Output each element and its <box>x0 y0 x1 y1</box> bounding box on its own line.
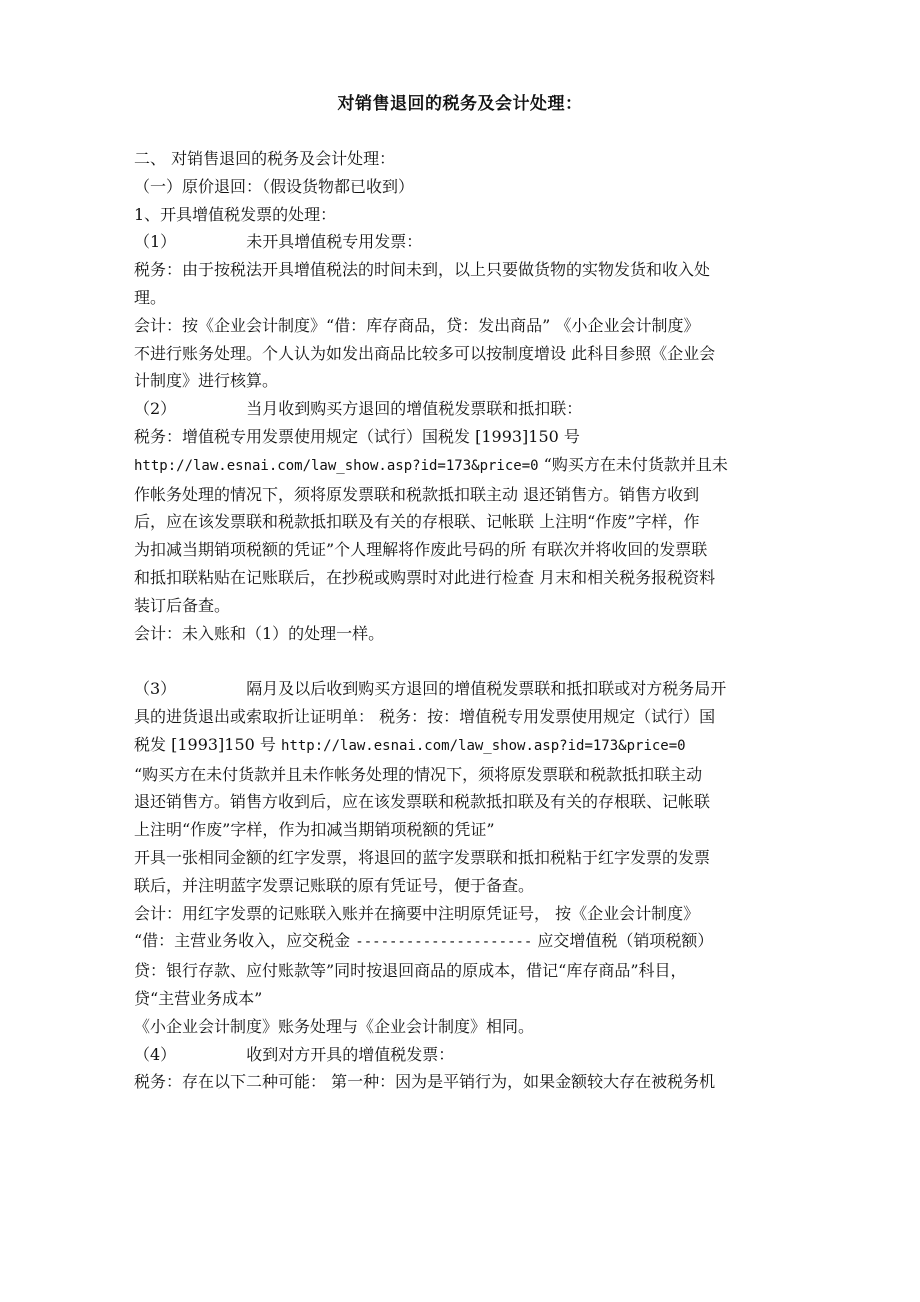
subitem-number: （3） <box>134 679 177 699</box>
paragraph-line: 联后，并注明蓝字发票记账联的原有凭证号，便于备查。 <box>134 875 535 895</box>
paragraph-line <box>134 451 784 481</box>
paragraph-line: 会计：按《企业会计制度》“借：库存商品，贷：发出商品” 《小企业会计制度》 <box>134 315 700 335</box>
paragraph-line: 上注明“作废”字样，作为扣减当期销项税额的凭证” <box>134 820 495 840</box>
quote-text: “购买方在未付货款并且未 <box>543 454 728 474</box>
paragraph-line: 税务：增值税专用发票使用规定（试行）国税发 [1993]150 号 <box>134 426 580 446</box>
paragraph-line <box>134 731 784 761</box>
blank-line <box>134 647 784 675</box>
paragraph-line: 退还销售方。销售方收到后，应在该发票联和税款抵扣联及有关的存根联、记帐联 <box>134 792 711 812</box>
paragraph-line: 贷“主营业务成本” <box>134 988 263 1008</box>
paragraph-line: 会计：用红字发票的记账联入账并在摘要中注明原凭证号， 按《企业会计制度》 <box>134 903 700 923</box>
subitem-heading <box>134 395 784 423</box>
subitem-heading <box>134 228 784 256</box>
paragraph-line: 《小企业会计制度》账务处理与《企业会计制度》相同。 <box>134 1016 535 1036</box>
paragraph-line: “购买方在未付货款并且未作帐务处理的情况下，须将原发票联和税款抵扣联主动 <box>134 764 703 784</box>
subitem-title: 隔月及以后收到购买方退回的增值税发票联和抵扣联或对方税务局开 <box>246 679 727 699</box>
subitem-number: （2） <box>134 399 177 419</box>
paragraph-line: 贷：银行存款、应付账款等”同时按退回商品的原成本，借记“库存商品”科目， <box>134 961 687 981</box>
paragraph-line: 税务：由于按税法开具增值税法的时间未到，以上只要做货物的实物发货和收入处 <box>134 260 711 280</box>
subitem-heading <box>134 675 784 703</box>
url-text: http://law.esnai.com/law_show.asp?id=173&price=0 <box>281 737 686 754</box>
dash-separator: --------------------- <box>355 934 533 951</box>
paragraph-line: 计制度》进行核算。 <box>134 371 279 391</box>
paragraph-line <box>134 927 784 957</box>
paragraph-line: 后，应在该发票联和税款抵扣联及有关的存根联、记帐联 上注明“作废”字样，作 <box>134 512 700 532</box>
subitem-title: 未开具增值税专用发票： <box>246 232 423 252</box>
paragraph-line: 装订后备查。 <box>134 595 231 615</box>
subsection-heading: （一）原价退回：（假设货物都已收到） <box>134 176 415 196</box>
subitem-title: 当月收到购买方退回的增值税发票联和抵扣联： <box>246 399 583 419</box>
paragraph-line: 和抵扣联粘贴在记账联后，在抄税或购票时对此进行检查 月末和相关税务报税资料 <box>134 567 716 587</box>
ref-text: 税发 [1993]150 号 <box>134 734 282 754</box>
subitem-heading <box>134 1041 784 1069</box>
item-heading: 1、开具增值税发票的处理： <box>134 204 337 224</box>
paragraph-line: 理。 <box>134 287 167 307</box>
subitem-number: （1） <box>134 232 177 252</box>
document-body <box>134 145 784 1096</box>
entry-text: “借：主营业务收入，应交税金 <box>134 931 356 951</box>
subitem-number: （4） <box>134 1044 177 1064</box>
subitem-title: 收到对方开具的增值税发票： <box>246 1044 455 1064</box>
section-heading: 二、 对销售退回的税务及会计处理： <box>134 149 396 168</box>
paragraph-line: 不进行账务处理。个人认为如发出商品比较多可以按制度增设 此科目参照《企业会 <box>134 343 716 363</box>
paragraph-line: 作帐务处理的情况下，须将原发票联和税款抵扣联主动 退还销售方。销售方收到 <box>134 484 700 504</box>
paragraph-line: 开具一张相同金额的红字发票，将退回的蓝字发票联和抵扣税粘于红字发票的发票 <box>134 847 711 867</box>
paragraph-line: 为扣减当期销项税额的凭证”个人理解将作废此号码的所 有联次并将收回的发票联 <box>134 540 708 560</box>
url-text: http://law.esnai.com/law_show.asp?id=173&price=0 <box>134 457 539 474</box>
paragraph-line: 税务：存在以下二种可能： 第一种：因为是平销行为，如果金额较大存在被税务机 <box>134 1072 716 1092</box>
entry-text: 应交增值税（销项税额） <box>532 931 714 951</box>
document-title: 对销售退回的税务及会计处理： <box>337 94 583 114</box>
paragraph-line: 具的进货退出或索取折让证明单： 税务：按：增值税专用发票使用规定（试行）国 <box>134 706 716 726</box>
paragraph-line: 会计：未入账和（1）的处理一样。 <box>134 623 385 643</box>
